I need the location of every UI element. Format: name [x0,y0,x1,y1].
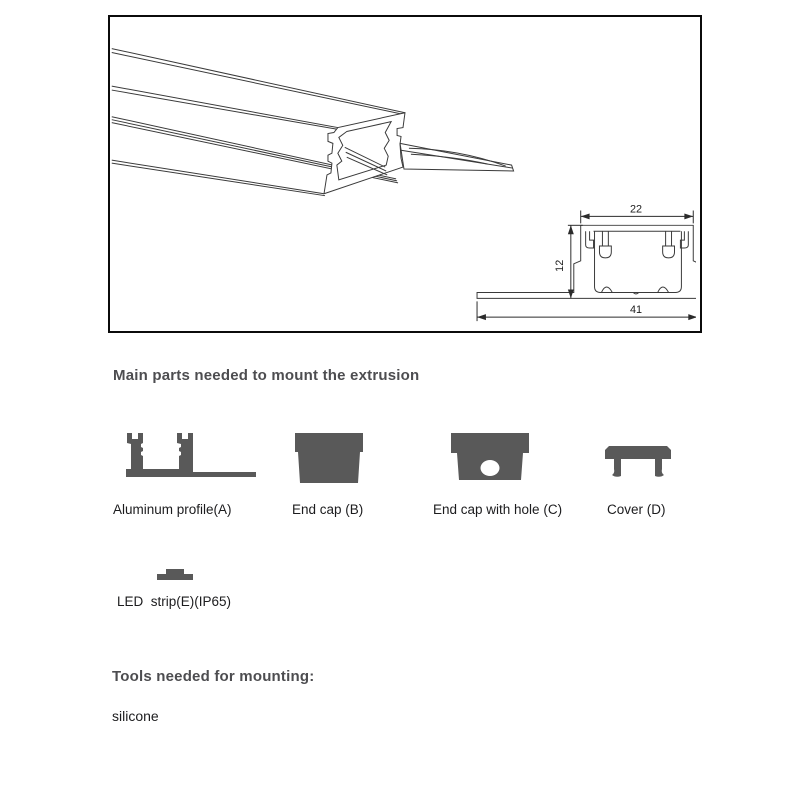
profile-cross-section [477,203,696,321]
dim-label-bottom-width: 41 [629,304,643,317]
part-label-cover: Cover (D) [607,502,666,517]
dim-label-height: 12 [553,259,566,272]
dimension-top-width [581,203,694,223]
aluminum-profile-icon [126,433,256,478]
led-strip-icon [156,569,194,581]
part-label-end-cap-with-hole: End cap with hole (C) [433,502,563,517]
parts-heading: Main parts needed to mount the extrusion [113,367,420,384]
part-label-aluminum-profile: Aluminum profile(A) [113,502,232,517]
dimension-bottom-width [477,301,696,321]
tools-heading: Tools needed for mounting: [112,668,315,685]
tool-item-silicone: silicone [112,708,159,724]
end-cap-with-hole-icon [451,431,529,481]
profile-technical-drawing [110,17,696,327]
dim-label-top-width: 22 [629,203,643,216]
end-cap-icon [294,433,364,483]
cover-icon [605,445,671,479]
profile-3d-view [112,49,514,196]
part-label-end-cap: End cap (B) [292,502,364,517]
part-label-led-strip: LED strip(E)(IP65) [117,594,232,609]
technical-drawing-box [108,15,702,333]
